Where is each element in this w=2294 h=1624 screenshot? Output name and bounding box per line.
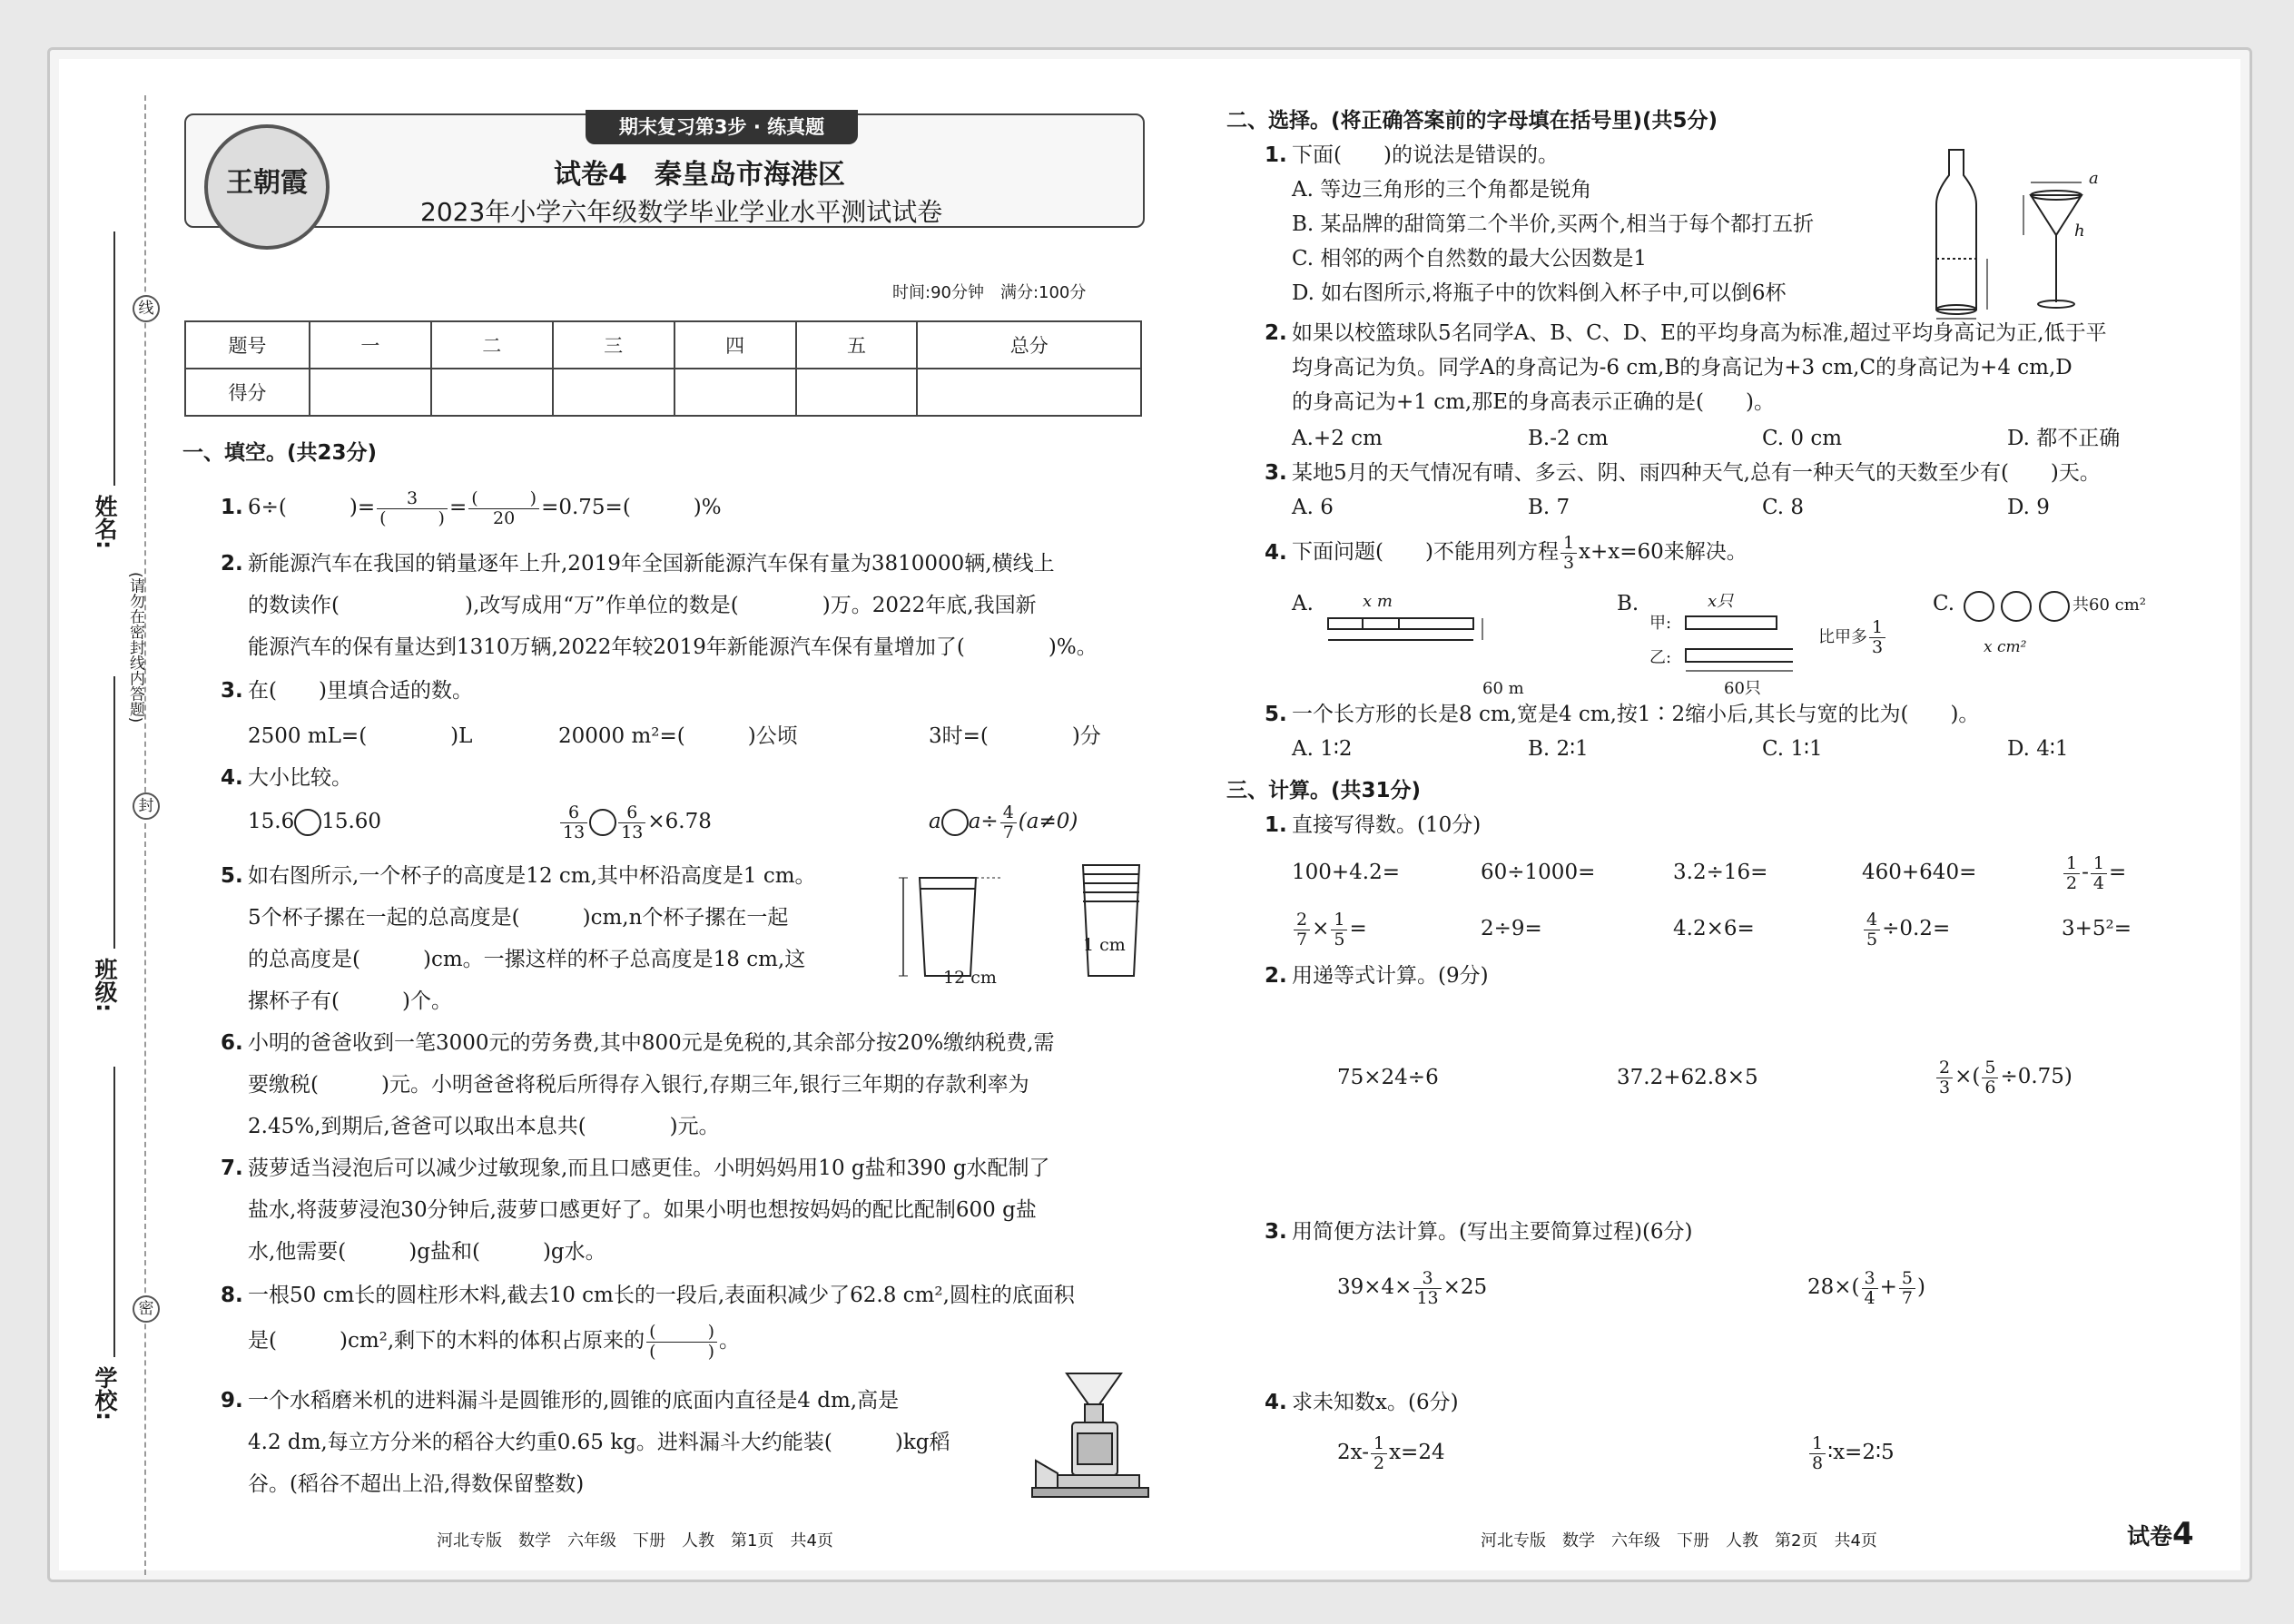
q2-2-opt-a: A.+2 cm bbox=[1292, 427, 1383, 450]
q3-1-line1: 直接写得数。(10分) bbox=[1292, 813, 1482, 837]
sec2-title: 二、选择。(将正确答案前的字母填在括号里)(共5分) bbox=[1226, 109, 1718, 133]
q2-2-line2: 均身高记为负。同学A的身高记为-6 cm,B的身高记为+3 cm,C的身高记为+4 cm,D bbox=[1292, 356, 2072, 379]
q1-3-b: 20000 m²=( )公顷 bbox=[558, 724, 798, 748]
q1-9-num: 9. bbox=[221, 1389, 243, 1412]
binding-mark-xian: 线 bbox=[133, 295, 160, 322]
cup-height-label: 12 cm bbox=[943, 968, 997, 988]
q3-2-line1: 用递等式计算。(9分) bbox=[1292, 964, 1489, 988]
q2-2-opt-c: C. 0 cm bbox=[1762, 427, 1843, 450]
calc-r2-b: 2÷9= bbox=[1481, 917, 1542, 940]
q3-3-num: 3. bbox=[1265, 1220, 1287, 1244]
q1-4-a: 15.6 15.60 bbox=[248, 800, 381, 843]
q2-4-opt-a: A. bbox=[1292, 592, 1314, 615]
q1-3-num: 3. bbox=[221, 679, 243, 703]
score-head-2: 二 bbox=[431, 321, 553, 369]
score-head-3: 三 bbox=[553, 321, 674, 369]
q2-3-opt-d: D. 9 bbox=[2007, 496, 2050, 519]
q1-7-line1: 菠萝适当浸泡后可以减少过敏现象,而且口感更佳。小明妈妈用10 g盐和390 g水配制了 bbox=[248, 1156, 1050, 1180]
q2-4-a-side: 60 m bbox=[1482, 679, 1524, 698]
school-line[interactable] bbox=[113, 1067, 115, 1357]
q1-7-num: 7. bbox=[221, 1156, 243, 1180]
q1-4-b: $\frac{6}{13}$ $\frac{6}{13}$ ×6.78 bbox=[558, 800, 712, 843]
cup-rim-label: 1 cm bbox=[1083, 935, 1126, 955]
cups-figure bbox=[858, 858, 1203, 1039]
q2-1-opt-c: C. 相邻的两个自然数的最大公因数是1 bbox=[1292, 247, 1648, 271]
glass-fig-a: a bbox=[2089, 169, 2099, 188]
c-circle-2 bbox=[2001, 591, 2032, 622]
simplify-a: 39×4× $\frac{3}{13}$ ×25 bbox=[1337, 1267, 1488, 1308]
q2-5-opt-a: A. 1∶2 bbox=[1292, 737, 1353, 761]
q3-1-num: 1. bbox=[1265, 813, 1287, 837]
q2-1-num: 1. bbox=[1265, 143, 1287, 167]
compare-circle-a[interactable] bbox=[294, 809, 321, 836]
q2-4-a-top: x m bbox=[1363, 592, 1393, 611]
calc-r1-d: 460+640= bbox=[1862, 861, 1977, 884]
q2-2-num: 2. bbox=[1265, 321, 1287, 345]
brand-logo: 王朝霞 bbox=[204, 124, 330, 250]
q1-8-line2: 是( )cm²,剩下的木料的体积占原来的 $\frac{( )}{( )}$ 。 bbox=[248, 1321, 740, 1362]
q2-3-line1: 某地5月的天气情况有晴、多云、阴、雨四种天气,总有一种天气的天数至少有( )天。 bbox=[1292, 461, 2101, 485]
q3-4-num: 4. bbox=[1265, 1391, 1287, 1414]
q1-7-line3: 水,他需要( )g盐和( )g水。 bbox=[248, 1240, 606, 1264]
footer-left: 河北专版 数学 六年级 下册 人教 第1页 共4页 bbox=[437, 1531, 833, 1550]
q2-1-opt-d: D. 如右图所示,将瓶子中的饮料倒入杯子中,可以倒6杯 bbox=[1292, 281, 1787, 305]
paper-badge: 试卷4 bbox=[2127, 1516, 2194, 1552]
q2-4-opt-b: B. bbox=[1617, 592, 1639, 615]
score-head-4: 四 bbox=[674, 321, 796, 369]
q2-4-b-jia: 甲: bbox=[1649, 614, 1672, 633]
q1-6-line1: 小明的爸爸收到一笔3000元的劳务费,其中800元是免税的,其余部分按20%缴纳税费,需 bbox=[248, 1031, 1055, 1055]
q1-6-num: 6. bbox=[221, 1031, 243, 1055]
name-label: 姓名: bbox=[92, 495, 118, 549]
q1-1-num: 1. bbox=[221, 496, 243, 519]
q1-3-a: 2500 mL=( )L bbox=[248, 724, 473, 748]
q1-2-num: 2. bbox=[221, 552, 243, 576]
q2-1-opt-a: A. 等边三角形的三个角都是锐角 bbox=[1292, 178, 1592, 202]
score-head-total: 总分 bbox=[917, 321, 1141, 369]
q2-4-c-circles bbox=[1964, 591, 2070, 622]
q1-2-line1: 新能源汽车在我国的销量逐年上升,2019年全国新能源汽车保有量为3810000辆,横线上 bbox=[248, 552, 1055, 576]
q1-9-line2: 4.2 dm,每立方分米的稻谷大约重0.65 kg。进料漏斗大约能装( )kg稻 bbox=[248, 1431, 950, 1454]
q3-2-num: 2. bbox=[1265, 964, 1287, 988]
q2-4-c-note: 共60 cm² bbox=[2072, 595, 2146, 615]
q2-4-c-bot: x cm² bbox=[1984, 638, 2027, 656]
q2-1-opt-b: B. 某品牌的甜筒第二个半价,买两个,相当于每个都打五折 bbox=[1292, 212, 1815, 236]
q2-3-opt-a: A. 6 bbox=[1292, 496, 1334, 519]
simplify-b: 28×( $\frac{3}{4}$ + $\frac{5}{7}$ ) bbox=[1807, 1267, 1925, 1308]
q2-3-num: 3. bbox=[1265, 461, 1287, 485]
calc-r2-e: 3+5²= bbox=[2062, 917, 2132, 940]
q2-2-opt-b: B.-2 cm bbox=[1528, 427, 1609, 450]
score-cell-1[interactable] bbox=[310, 369, 431, 416]
score-table bbox=[184, 320, 1142, 417]
exam-title: 试卷4 秦皇岛市海港区 bbox=[554, 159, 845, 191]
q2-4-opt-c: C. bbox=[1933, 592, 1955, 615]
q1-9-line1: 一个水稻磨米机的进料漏斗是圆锥形的,圆锥的底面内直径是4 dm,高是 bbox=[248, 1389, 900, 1412]
q2-5-opt-b: B. 2∶1 bbox=[1528, 737, 1589, 761]
q2-1-line0: 下面( )的说法是错误的。 bbox=[1292, 143, 1559, 167]
score-row-label: 得分 bbox=[185, 369, 310, 416]
q1-5-line1: 如右图所示,一个杯子的高度是12 cm,其中杯沿高度是1 cm。 bbox=[248, 864, 816, 888]
calc-r2-d: $\frac{4}{5}$ ÷0.2= bbox=[1862, 907, 1950, 950]
q2-2-line1: 如果以校篮球队5名同学A、B、C、D、E的平均身高为标准,超过平均身高记为正,低于平 bbox=[1292, 321, 2107, 345]
q2-3-opt-c: C. 8 bbox=[1762, 496, 1805, 519]
q2-2-opt-d: D. 都不正确 bbox=[2007, 427, 2121, 450]
q1-9-line3: 谷。(稻谷不超出上沿,得数保留整数) bbox=[248, 1472, 585, 1496]
score-cell-4[interactable] bbox=[674, 369, 796, 416]
score-cell-2[interactable] bbox=[431, 369, 553, 416]
q2-5-num: 5. bbox=[1265, 703, 1287, 726]
time-info: 时间:90分钟 满分:100分 bbox=[892, 283, 1087, 302]
binding-mark-mi: 密 bbox=[133, 1295, 160, 1323]
q1-2-line3: 能源汽车的保有量达到1310万辆,2022年较2019年新能源汽车保有量增加了( )%。 bbox=[248, 635, 1098, 659]
calc-r1-b: 60÷1000= bbox=[1481, 861, 1596, 884]
q1-6-line2: 要缴税( )元。小明爸爸将税后所得存入银行,存期三年,银行三年期的存款利率为 bbox=[248, 1073, 1029, 1097]
q2-4-b-top: x只 bbox=[1708, 592, 1734, 611]
q3-4-line1: 求未知数x。(6分) bbox=[1292, 1391, 1459, 1414]
q2-4-a-figure bbox=[1326, 613, 1490, 658]
calc-r1-c: 3.2÷16= bbox=[1673, 861, 1768, 884]
class-line[interactable] bbox=[113, 676, 115, 949]
q2-4-num: 4. bbox=[1265, 541, 1287, 565]
compare-circle-b[interactable] bbox=[589, 809, 616, 836]
q1-5-line4: 摞杯子有( )个。 bbox=[248, 989, 452, 1013]
footer-right: 河北专版 数学 六年级 下册 人教 第2页 共4页 bbox=[1481, 1531, 1877, 1550]
q1-2-line2: 的数读作( ),改写成用“万”作单位的数是( )万。2022年底,我国新 bbox=[248, 594, 1037, 617]
q1-5-line2: 5个杯子摞在一起的总高度是( )cm,n个杯子摞在一起 bbox=[248, 906, 789, 930]
calc-r2-c: 4.2×6= bbox=[1673, 917, 1755, 940]
binding-note: (请勿在密封线内答题) bbox=[126, 572, 144, 723]
rice-mill-figure bbox=[1030, 1366, 1157, 1511]
q1-5-num: 5. bbox=[221, 864, 243, 888]
score-cell-5[interactable] bbox=[796, 369, 918, 416]
q2-4-b-bot: 60只 bbox=[1724, 679, 1761, 698]
bottle-fig-h: h bbox=[2074, 221, 2085, 241]
school-label: 学校: bbox=[92, 1366, 118, 1421]
calc-step-b: 37.2+62.8×5 bbox=[1617, 1066, 1758, 1089]
calc-step-a: 75×24÷6 bbox=[1337, 1066, 1439, 1089]
c-circle-1 bbox=[1964, 591, 1994, 622]
q2-4-b-figure bbox=[1684, 611, 1793, 680]
q2-5-opt-c: C. 1∶1 bbox=[1762, 737, 1823, 761]
sec1-title: 一、填空。(共23分) bbox=[182, 441, 378, 465]
score-head-5: 五 bbox=[796, 321, 918, 369]
q1-4-num: 4. bbox=[221, 766, 243, 790]
q2-4-line1: 下面问题( )不能用列方程 $\frac{1}{3}$ x+x=60来解决。 bbox=[1292, 532, 1748, 573]
q2-5-line1: 一个长方形的长是8 cm,宽是4 cm,按1∶2缩小后,其长与宽的比为( )。 bbox=[1292, 703, 1980, 726]
q1-1-line: 6÷( )= $\frac{3}{( )}$ = $\frac{( )}{20}$ =0.75=( )% bbox=[248, 487, 722, 528]
solve-b: $\frac{1}{8}$ ∶x=2∶5 bbox=[1807, 1428, 1895, 1477]
solve-a: 2x- $\frac{1}{2}$ x=24 bbox=[1337, 1432, 1445, 1473]
calc-r1-e: $\frac{1}{2}$ - $\frac{1}{4}$ = bbox=[2062, 851, 2126, 894]
compare-circle-c[interactable] bbox=[941, 809, 969, 836]
q1-5-line3: 的总高度是( )cm。一摞这样的杯子总高度是18 cm,这 bbox=[248, 948, 806, 971]
score-cell-3[interactable] bbox=[553, 369, 674, 416]
q1-4-c: a a÷ $\frac{4}{7}$ (a≠0) bbox=[929, 802, 1078, 842]
q2-5-opt-d: D. 4∶1 bbox=[2007, 737, 2069, 761]
score-cell-total[interactable] bbox=[917, 369, 1141, 416]
q1-6-line3: 2.45%,到期后,爸爸可以取出本息共( )元。 bbox=[248, 1115, 720, 1138]
q1-8-line1: 一根50 cm长的圆柱形木料,截去10 cm长的一段后,表面积减少了62.8 cm²,圆柱的底面积 bbox=[248, 1284, 1075, 1307]
q1-4-line1: 大小比较。 bbox=[248, 766, 352, 790]
class-label: 班级: bbox=[92, 958, 118, 1012]
q2-3-opt-b: B. 7 bbox=[1528, 496, 1570, 519]
q2-4-b-yi: 乙: bbox=[1649, 648, 1672, 667]
score-head-1: 一 bbox=[310, 321, 431, 369]
q1-3-line1: 在( )里填合适的数。 bbox=[248, 679, 473, 703]
sec3-title: 三、计算。(共31分) bbox=[1226, 779, 1422, 802]
q1-3-c: 3时=( )分 bbox=[929, 724, 1101, 748]
q2-4-b-note: 比甲多 $\frac{1}{3}$ bbox=[1818, 618, 1887, 657]
q2-2-line3: 的身高记为+1 cm,那E的身高表示正确的是( )。 bbox=[1292, 390, 1775, 414]
calc-r2-a: $\frac{2}{7}$ × $\frac{1}{5}$ = bbox=[1292, 907, 1367, 950]
c-circle-3 bbox=[2039, 591, 2070, 622]
calc-r1-a: 100+4.2= bbox=[1292, 861, 1401, 884]
calc-step-c: $\frac{2}{3}$ ×( $\frac{5}{6}$ ÷0.75) bbox=[1935, 1052, 2072, 1101]
q1-8-num: 8. bbox=[221, 1284, 243, 1307]
q3-3-line1: 用简便方法计算。(写出主要简算过程)(6分) bbox=[1292, 1220, 1693, 1244]
name-line[interactable] bbox=[113, 231, 115, 486]
header-tab: 期末复习第3步 · 练真题 bbox=[586, 110, 858, 144]
score-head-label: 题号 bbox=[185, 321, 310, 369]
exam-subtitle: 2023年小学六年级数学毕业学业水平测试试卷 bbox=[420, 197, 943, 227]
q1-7-line2: 盐水,将菠萝浸泡30分钟后,菠萝口感更好了。如果小明也想按妈妈的配比配制600 g盐 bbox=[248, 1198, 1037, 1222]
binding-mark-feng: 封 bbox=[133, 792, 160, 820]
exam-paper bbox=[47, 47, 2252, 1582]
